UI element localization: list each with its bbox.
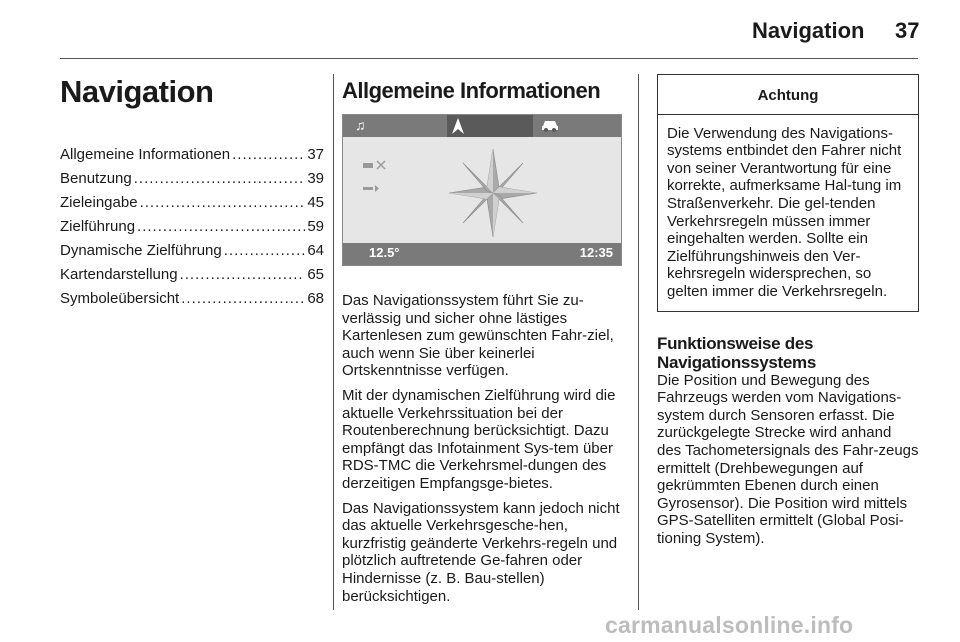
toc-entry-label: Zieleingabe [60, 194, 138, 211]
toc-leader-dots [224, 242, 306, 260]
subsection-text: Die Position und Bewegung des Fahrzeugs werden vom Navigations-system durch Sensoren erfasst. Die zurückgelegte Strecke wird anhand des Tachometersignals des Fahr-zeugs ermittelt (Drehbewegungen auf gekrümmten Ebenen durch einen Gyrosensor). Die Position wird mittels GPS-Satelliten ermittelt (Global Posi-tioning System). [657, 371, 919, 547]
toc-entry-page: 59 [307, 218, 324, 235]
toc-entry-label: Zielführung [60, 218, 136, 235]
toc-leader-dots [181, 290, 305, 308]
toc-entry[interactable] [60, 242, 324, 266]
small-status-icons [363, 159, 393, 199]
warning-title: Achtung [658, 75, 918, 115]
compass-rose-icon [443, 145, 543, 241]
toc-entry-label: Symboleübersicht [60, 290, 180, 307]
column-divider-1 [333, 74, 334, 610]
music-note-icon: ♫ [355, 117, 366, 133]
paragraph: Mit der dynamischen Zielführung wird die aktuelle Verkehrssituation bei der Routenberechnung berücksichtigt. Dazu empfängt das Infotainment Sys-tem über RDS-TMC die Verkehrsmel-dungen des derzeitigen Empfangsge-bietes. [342, 386, 616, 492]
paragraph: Das Navigationssystem kann jedoch nicht das aktuelle Verkehrsgesche-hen, kurzfristig geänderte Verkehrs-regeln und plötzlich auftretende Ge-fahren oder Hindernisse (z. B. Bau-stellen) berücksichtigen. [342, 499, 620, 605]
navigation-arrow-icon [451, 118, 465, 134]
toc-entry[interactable] [60, 266, 324, 290]
toc-entry-page: 39 [307, 170, 324, 187]
toc-leader-dots [134, 170, 306, 188]
toc-entry[interactable] [60, 194, 324, 218]
section-title: Allgemeine Informationen [342, 78, 601, 103]
header-rule [60, 58, 918, 59]
column-divider-2 [638, 74, 639, 610]
toc-entry[interactable] [60, 290, 324, 314]
page-number: 37 [895, 18, 920, 43]
toc-entry-label: Allgemeine Informationen [60, 146, 231, 163]
warning-box [657, 74, 919, 312]
screen-time: 12:35 [579, 245, 613, 261]
toc-entry-page: 68 [307, 290, 324, 307]
toc-list [60, 146, 324, 314]
toc-leader-dots [232, 146, 305, 164]
toc-entry-page: 65 [307, 266, 324, 283]
toc-entry-page: 37 [307, 146, 324, 163]
toc-entry-label: Dynamische Zielführung [60, 242, 222, 259]
toc-column [60, 72, 324, 314]
subsection-title: Funktionsweise des Navigationssystems [657, 333, 817, 372]
page-header-title: Navigation [752, 18, 865, 43]
paragraph: Das Navigationssystem führt Sie zu-verlässig und sicher ohne lästiges Kartenlesen zum gewünschten Fahr-ziel, auch wenn Sie über keinerlei Ortskenntnisse verfügen. [342, 292, 614, 380]
toc-leader-dots [140, 194, 306, 212]
watermark: carmanualsonline.info [605, 612, 854, 638]
toc-entry[interactable] [60, 170, 324, 194]
main-column [342, 72, 622, 612]
toc-entry[interactable] [60, 146, 324, 170]
toc-leader-dots [137, 218, 305, 236]
section-body [342, 292, 622, 605]
right-column [657, 72, 919, 554]
toc-leader-dots [180, 266, 306, 284]
toc-entry-label: Benutzung [60, 170, 132, 187]
chapter-title: Navigation [60, 74, 214, 109]
screen-temperature: 12.5° [369, 245, 400, 261]
toc-entry[interactable] [60, 218, 324, 242]
toc-entry-page: 45 [307, 194, 324, 211]
toc-entry-page: 64 [307, 242, 324, 259]
display-screenshot [342, 114, 622, 266]
warning-text: Die Verwendung des Navigations-systems entbindet den Fahrer nicht von seiner Verantwortung für eine korrekte, aufmerksame Hal-tung im Straßenverkehr. Die gel-tenden Verkehrsregeln müssen immer eingehalten werden. Sollte ein Zielführungshinweis den Ver-kehrsregeln widersprechen, so gelten immer die Verkehrsregeln. [667, 124, 902, 300]
car-icon [541, 120, 559, 132]
toc-entry-label: Kartendarstellung [60, 266, 178, 283]
